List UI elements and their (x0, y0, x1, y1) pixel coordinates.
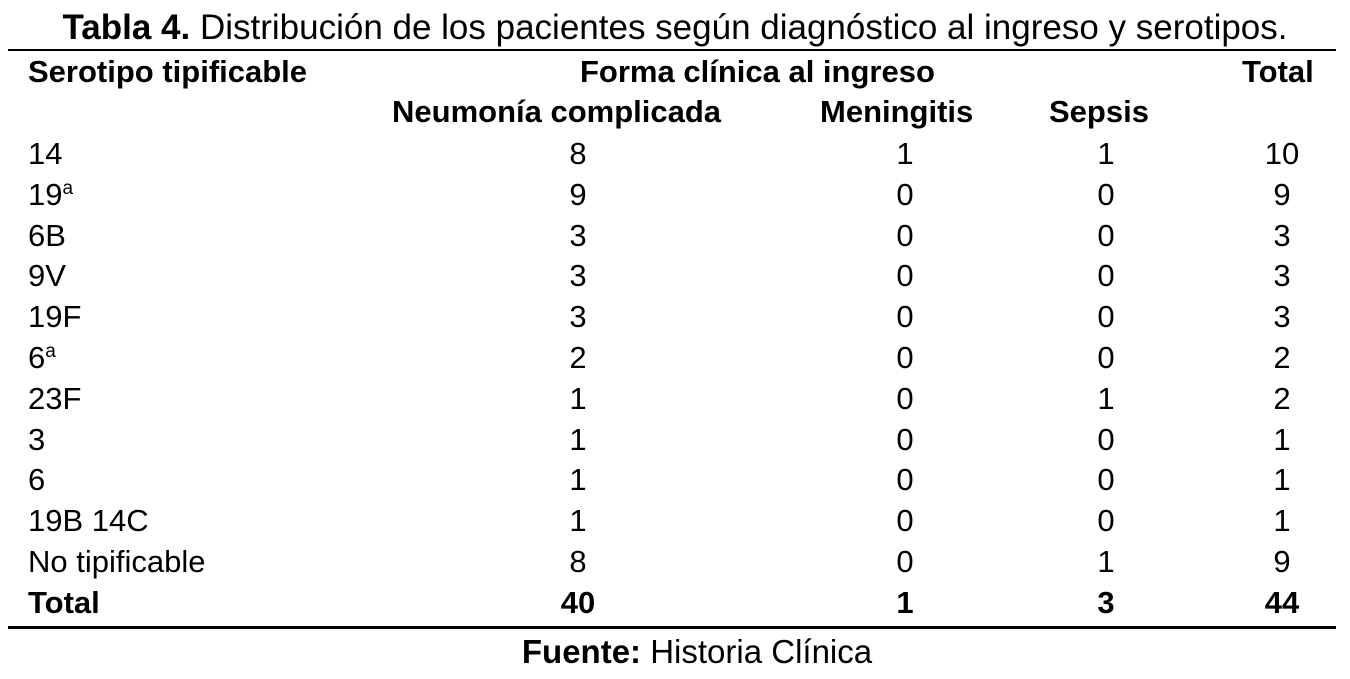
row-serotype (28, 460, 45, 500)
serotype-label: 9V (28, 258, 66, 293)
serotype-label: No tipificable (28, 544, 206, 579)
cell-neumonia: 1 (569, 381, 587, 416)
table-number: Tabla 4. (62, 8, 191, 47)
row-serotype (28, 297, 81, 337)
serotype-label: 23F (28, 381, 82, 416)
cell-neumonia: 9 (569, 177, 587, 212)
row-serotype (28, 338, 56, 383)
cell-sepsis: 0 (1097, 177, 1115, 212)
cell-neumonia: 2 (569, 340, 587, 375)
cell-neumonia: 3 (569, 218, 587, 253)
cell-sepsis: 0 (1097, 422, 1115, 457)
cell-meningitis: 0 (896, 544, 914, 579)
cell-total: 10 (1264, 136, 1300, 171)
header-neumonia: Neumonía complicada (392, 94, 722, 129)
cell-meningitis: 0 (896, 218, 914, 253)
cell-sepsis: 0 (1097, 462, 1115, 497)
row-serotype (28, 501, 149, 541)
cell-neumonia: 8 (569, 544, 587, 579)
cell-total: 1 (1273, 462, 1291, 497)
cell-meningitis: 1 (896, 136, 914, 171)
cell-meningitis: 0 (896, 299, 914, 334)
cell-meningitis: 0 (896, 340, 914, 375)
source-text: Historia Clínica (650, 633, 873, 670)
header-serotype: Serotipo tipificable (28, 54, 308, 89)
cell-sepsis: 1 (1097, 381, 1115, 416)
cell-meningitis: 0 (896, 381, 914, 416)
cell-meningitis: 0 (896, 258, 914, 293)
cell-total: 1 (1273, 422, 1291, 457)
row-serotype (28, 256, 66, 296)
header-meningitis: Meningitis (820, 94, 974, 129)
header-total: Total (1242, 54, 1314, 89)
cell-total: 2 (1273, 381, 1291, 416)
source-label: Fuente: (521, 633, 642, 670)
serotype-superscript: a (62, 178, 74, 199)
cell-neumonia: 1 (569, 503, 587, 538)
top-rule (8, 49, 1336, 51)
cell-meningitis: 0 (896, 503, 914, 538)
cell-neumonia: 1 (569, 422, 587, 457)
serotype-label: 3 (28, 422, 46, 457)
bottom-rule (8, 626, 1336, 629)
header-clinical-form: Forma clínica al ingreso (580, 54, 935, 89)
cell-total: 9 (1273, 177, 1291, 212)
serotype-label: 19F (28, 299, 82, 334)
source-note (0, 630, 1350, 674)
cell-sepsis: 0 (1097, 503, 1115, 538)
cell-sepsis: 1 (1097, 544, 1115, 579)
cell-sepsis: 1 (1097, 136, 1115, 171)
cell-total: 3 (1273, 258, 1291, 293)
row-serotype (28, 175, 73, 220)
serotype-label: 6B (28, 218, 66, 253)
cell-neumonia: 3 (569, 299, 587, 334)
row-serotype (28, 379, 81, 419)
row-serotype (28, 542, 205, 582)
serotype-label: 6 (28, 462, 46, 497)
cell-total: 1 (1273, 503, 1291, 538)
totals-total: 44 (1264, 585, 1300, 620)
totals-neumonia: 40 (560, 585, 596, 620)
cell-total: 3 (1273, 299, 1291, 334)
cell-sepsis: 0 (1097, 258, 1115, 293)
table-title-text: Distribución de los pacientes según diagnóstico al ingreso y serotipos. (199, 8, 1288, 47)
header-sepsis: Sepsis (1049, 94, 1149, 129)
serotype-label: 6 (28, 340, 46, 375)
serotype-label: 19 (28, 177, 63, 212)
serotype-label: 14 (28, 136, 63, 171)
table-title (0, 6, 1350, 50)
totals-meningitis: 1 (896, 585, 914, 620)
serotype-label: 19B 14C (28, 503, 149, 538)
totals-label: Total (28, 585, 100, 620)
cell-meningitis: 0 (896, 177, 914, 212)
cell-neumonia: 1 (569, 462, 587, 497)
row-serotype (28, 134, 62, 174)
totals-sepsis: 3 (1097, 585, 1115, 620)
cell-sepsis: 0 (1097, 299, 1115, 334)
cell-meningitis: 0 (896, 422, 914, 457)
cell-meningitis: 0 (896, 462, 914, 497)
row-serotype (28, 420, 45, 460)
cell-total: 3 (1273, 218, 1291, 253)
cell-sepsis: 0 (1097, 340, 1115, 375)
row-serotype (28, 216, 66, 256)
cell-sepsis: 0 (1097, 218, 1115, 253)
cell-neumonia: 3 (569, 258, 587, 293)
cell-total: 9 (1273, 544, 1291, 579)
cell-total: 2 (1273, 340, 1291, 375)
serotype-superscript: a (45, 341, 56, 362)
cell-neumonia: 8 (569, 136, 587, 171)
